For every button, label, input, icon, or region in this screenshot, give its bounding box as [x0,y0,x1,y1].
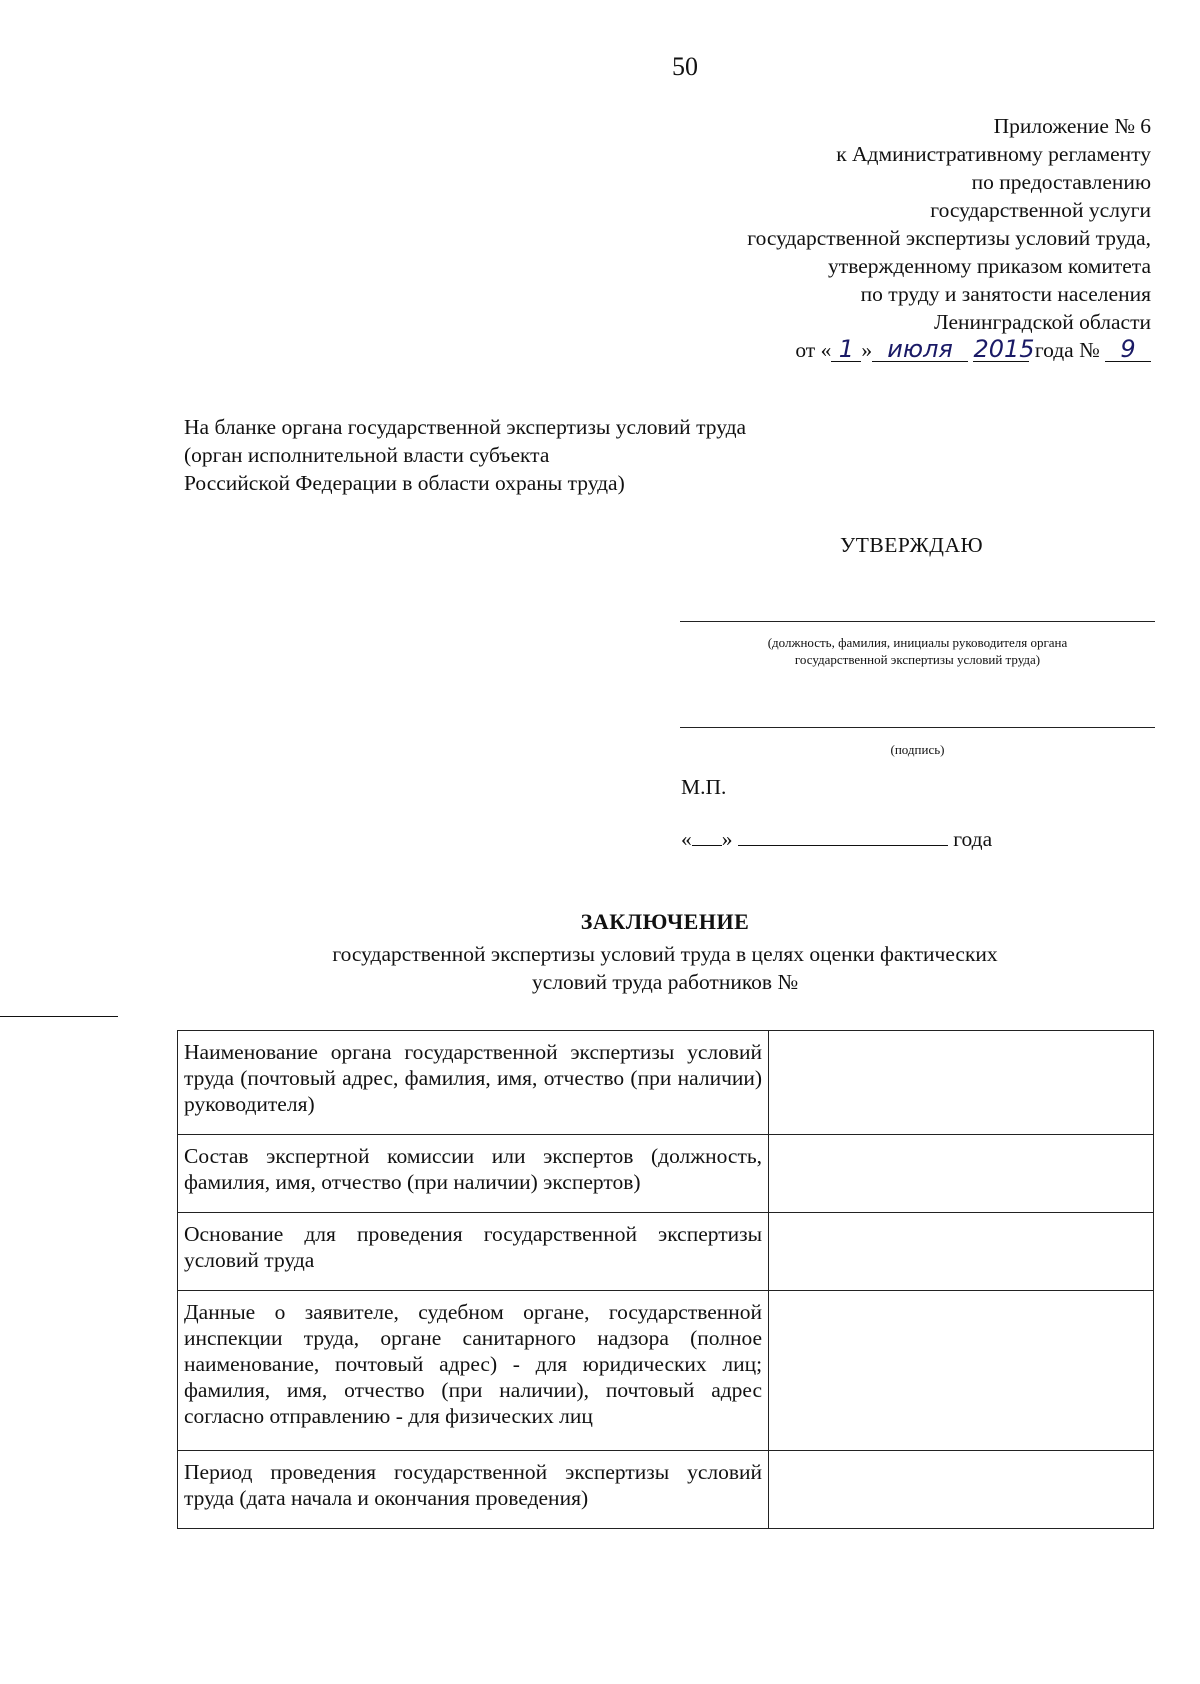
table-row [178,1451,1154,1529]
table-row [178,1213,1154,1291]
conclusion-number-label: условий труда работников № [532,970,798,994]
appendix-line: утвержденному приказом комитета [828,254,1151,278]
appendix-line: государственной услуги [930,198,1151,222]
appendix-line: Приложение № 6 [993,114,1151,138]
signature-line [680,727,1155,728]
row-value-field[interactable] [769,1031,1154,1135]
row-label: Состав экспертной комиссии или экспертов (должность, фамилия, имя, отчество (при наличии) экспертов) [178,1135,769,1213]
row-value-field[interactable] [769,1135,1154,1213]
page-number: 50 [672,52,698,81]
day-blank [692,825,722,846]
letterhead-note [184,413,746,497]
row-label: Данные о заявителе, судебном органе, государственной инспекции труда, органе санитарного надзора (полное наименование, почтовый адрес) - для юридических лиц; фамилия, имя, отчество (при наличии), почтовый адрес согласно отправлению - для физических лиц [178,1291,769,1451]
row-value-field[interactable] [769,1451,1154,1529]
handwritten-day: 1 [831,337,861,362]
signature-caption: (подпись) [890,742,945,757]
row-value-field[interactable] [769,1291,1154,1451]
month-blank [738,825,948,846]
conclusion-title: ЗАКЛЮЧЕНИЕ [580,909,750,934]
appendix-date-line [747,336,1151,364]
approval-date-line [681,825,992,852]
table-row [178,1135,1154,1213]
date-year-word: года [953,827,993,851]
appendix-line: Ленинградской области [934,310,1151,334]
appendix-line: по труду и занятости населения [860,282,1151,306]
row-label: Наименование органа государственной экспертизы условий труда (почтовый адрес, фамилия, имя, отчество (при наличии) руководителя) [178,1031,769,1135]
table-row [178,1291,1154,1451]
stamp-placeholder: М.П. [681,775,727,799]
row-value-field[interactable] [769,1213,1154,1291]
letterhead-line: (орган исполнительной власти субъекта [184,443,550,467]
conclusion-form-table [177,1030,1154,1529]
conclusion-subtitle [0,940,1200,1017]
handwritten-number: 9 [1105,337,1151,362]
position-caption-line: (должность, фамилия, инициалы руководителя органа [767,635,1068,650]
conclusion-subtitle-line [0,968,1200,1017]
appendix-line: по предоставлению [971,170,1151,194]
table-row [178,1031,1154,1135]
letterhead-line: Российской Федерации в области охраны труда) [184,471,625,495]
letterhead-line: На бланке органа государственной экспертизы условий труда [184,415,747,439]
handwritten-month: июля [872,337,968,362]
date-close-quote: » [721,827,733,851]
row-label: Основание для проведения государственной экспертизы условий труда [178,1213,769,1291]
appendix-line: государственной экспертизы условий труда, [747,226,1151,250]
conclusion-subtitle-line: государственной экспертизы условий труда в целях оценки фактических [332,942,998,966]
position-caption [680,634,1155,668]
position-line [680,621,1155,622]
date-prefix: от « [795,338,832,362]
row-label: Период проведения государственной экспертизы условий труда (дата начала и окончания проведения) [178,1451,769,1529]
date-suffix: года № [1034,338,1100,362]
appendix-line: к Административному регламенту [836,142,1151,166]
appendix-block [747,112,1151,364]
date-open-quote: « [681,827,692,851]
position-caption-line: государственной экспертизы условий труда) [794,652,1041,667]
date-mid: » [861,338,873,362]
approval-heading: УТВЕРЖДАЮ [840,533,984,557]
handwritten-year: 2015 [973,335,1035,363]
conclusion-number-blank [0,996,118,1017]
